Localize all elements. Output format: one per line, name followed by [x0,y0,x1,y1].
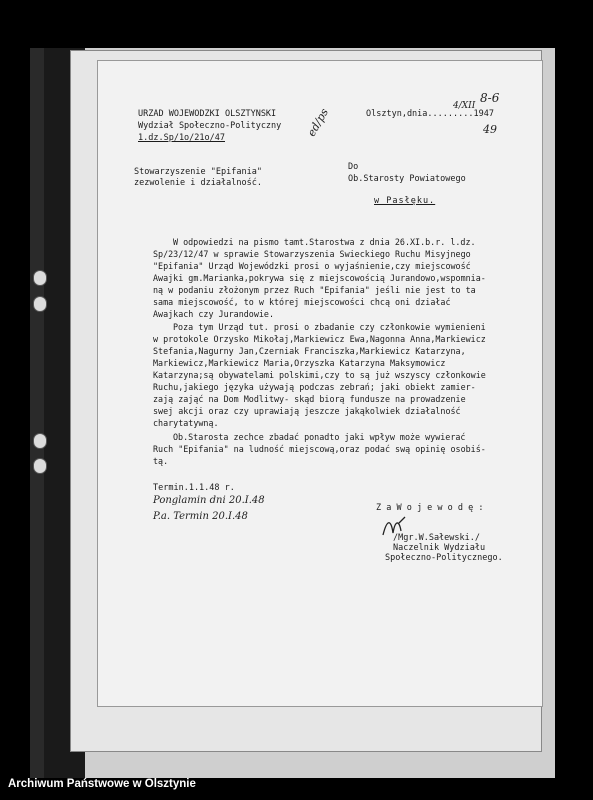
letter-sheet [97,60,543,707]
body-line: Ruchu,jakiego języka używają podczas zebrań; jaki obiekt zamier- [153,382,476,392]
handwritten-note-2: P.a. Termin 20.I.48 [153,511,248,522]
margin-handwriting: ed/ps [304,106,332,139]
deadline: Termin.1.1.48 r. [153,483,235,493]
addressee-place: w Pasłęku. [374,196,436,206]
binder-ring [33,433,47,449]
body-line: Sp/23/12/47 w sprawie Stowarzyszenia Swieckiego Ruchu Misyjnego [153,249,471,259]
signature-on-behalf: Z a W o j e w o d ę : [376,503,484,513]
body-line: sama miejscowość, to w której miejscowości chcą oni działać [153,297,451,307]
handwritten-note-1: Ponglamin dni 20.I.48 [153,495,265,506]
addressee-to: Do [348,162,359,172]
body-line: Katarzyna;są obywatelami polskimi,czy to są już wszyscy członkowie [153,370,486,380]
body-line: ną w podaniu złożonym przez Ruch "Epifania" jeśli nie jest to ta [153,285,476,295]
office-department: Wydział Społeczno-Polityczny [138,121,282,131]
body-line: Ob.Starosta zechce zbadać ponadto jaki wpływ może wywierać [173,432,466,442]
page-number: 49 [483,123,497,136]
body-line: w protokole Orzysko Mikołaj,Markiewicz Ewa,Nagonna Anna,Markiewicz [153,334,486,344]
binder-spine [30,48,44,778]
body-line: W odpowiedzi na pismo tamt.Starostwa z dnia 26.XI.b.r. l.dz. [173,237,476,247]
body-line: charytatywną. [153,418,219,428]
body-line: Poza tym Urząd tut. prosi o zbadanie czy członkowie wymienieni [173,322,486,332]
reference-number: 1.dz.Sp/1o/21o/47 [138,133,225,143]
body-line: Ruch "Epifania" na ludność miejscową,oraz podać swą opinię osobiś- [153,444,486,454]
signatory-title: Naczelnik Wydziału [393,543,486,553]
archive-footer: Archiwum Państwowe w Olsztynie [8,778,196,790]
scanned-document [30,48,555,778]
body-line: swej akcji oraz czy uprawiają jeszcze jakąkolwiek działalność [153,406,461,416]
binder-ring [33,270,47,286]
body-line: "Epifania" Urząd Wojewódzki prosi o wyjaśnienie,czy miejscowość [153,261,471,271]
binder-ring [33,458,47,474]
body-line: zają zająć na Dom Modlitwy- skąd biorą fundusze na prowadzenie [153,394,466,404]
subject-line-2: zezwolenie i działalność. [134,178,262,188]
signatory-department: Społeczno-Politycznego. [385,553,503,563]
handwritten-note: 8-6 [480,91,500,105]
handwritten-date: 4/XII [453,101,476,111]
body-line: Awajki gm.Marianka,pokrywa się z miejscowością Jurandowo,wspomnia- [153,273,486,283]
office-name: URZAD WOJEWODZKI OLSZTYNSKI [138,109,277,119]
body-line: tą. [153,456,169,466]
body-line: Stefania,Nagurny Jan,Czerniak Franciszka,Markiewicz Katarzyna, [153,346,466,356]
subject-line-1: Stowarzyszenie "Epifania" [134,167,262,177]
signatory-name: /Mgr.W.Sałewski./ [393,533,480,543]
body-line: Markiewicz,Markiewicz Maria,Orzyszka Katarzyna Maksymowicz [153,358,446,368]
binder-ring [33,296,47,312]
place-date: Olsztyn,dnia.........1947 [366,109,494,119]
body-line: Awajkach czy Jurandowie. [153,309,275,319]
addressee-name: Ob.Starosty Powiatowego [348,174,466,184]
